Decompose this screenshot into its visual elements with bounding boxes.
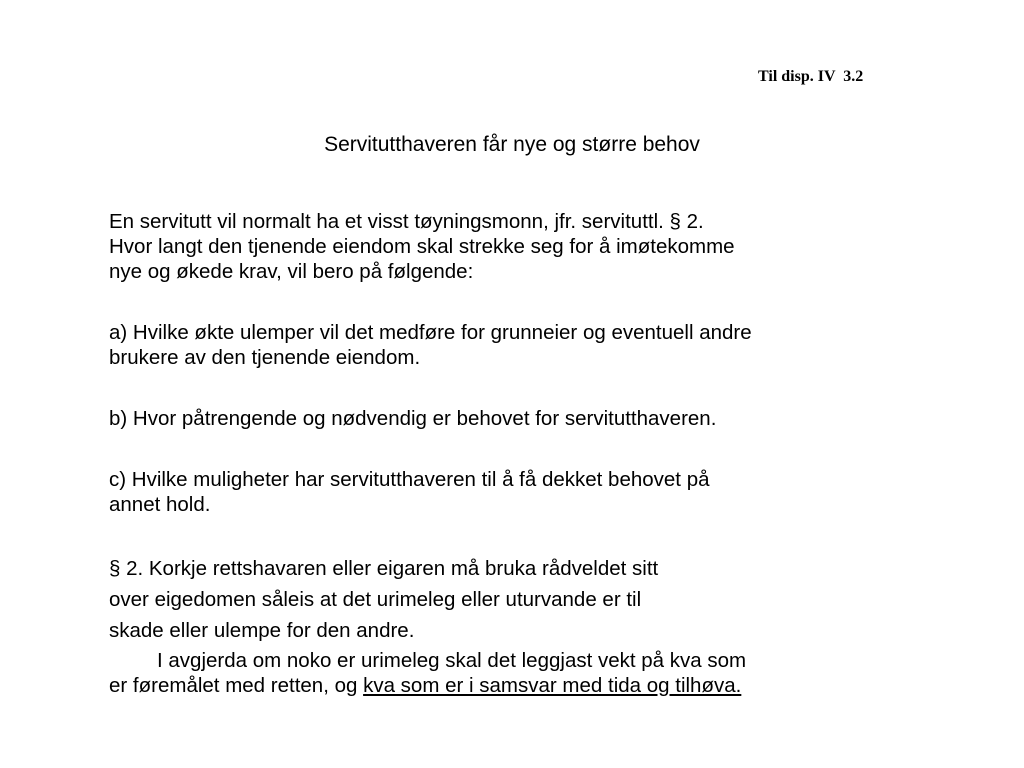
criterion-c [109,467,989,517]
law-quote-line: skade eller ulempe for den andre. [109,619,415,642]
law-quote-underlined-text: kva som er i samsvar med tida og tilhøva. [363,674,742,697]
page-reference: Til disp. IV 3.2 [758,68,864,85]
law-quote [109,553,989,646]
law-quote-line: I avgjerda om noko er urimeleg skal det leggjast vekt på kva som [157,649,747,672]
law-quote-line: over eigedomen såleis at det urimeleg eller uturvande er til [109,588,642,611]
criterion-a-line: brukere av den tjenende eiendom. [109,346,421,369]
criterion-b [109,406,989,431]
law-quote-line [109,673,989,698]
law-quote-second-paragraph [109,648,989,698]
criterion-a-line: a) Hvilke økte ulemper vil det medføre for grunneier og eventuell andre [109,321,752,344]
law-quote-plain-text: er føremålet med retten, og [109,674,364,697]
intro-line: En servitutt vil normalt ha et visst tøyningsmonn, jfr. servituttl. § 2. [109,210,704,233]
intro-paragraph [109,209,989,284]
law-quote-line: § 2. Korkje rettshavaren eller eigaren må bruka rådveldet sitt [109,557,659,580]
criterion-a [109,320,989,370]
criterion-b-line: b) Hvor påtrengende og nødvendig er behovet for servitutthaveren. [109,407,717,430]
criterion-c-line: annet hold. [109,493,211,516]
intro-line: Hvor langt den tjenende eiendom skal strekke seg for å imøtekomme [109,235,735,258]
page-title: Servitutthaveren får nye og større behov [324,133,700,156]
intro-line: nye og økede krav, vil bero på følgende: [109,260,474,283]
criterion-c-line: c) Hvilke muligheter har servitutthaveren til å få dekket behovet på [109,468,710,491]
